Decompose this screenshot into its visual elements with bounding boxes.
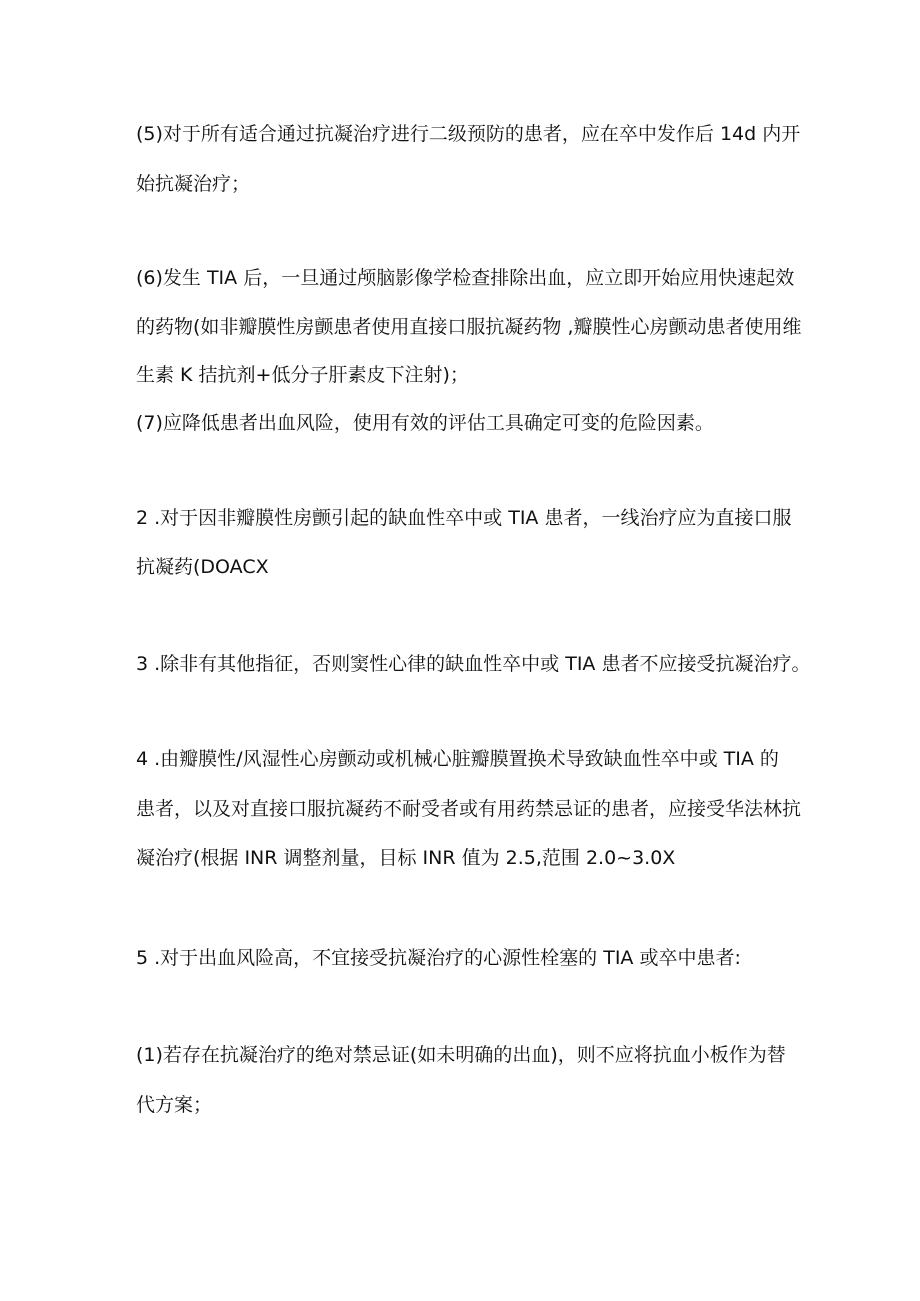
- text-line: 凝治疗(根据 INR 调整剂量，目标 INR 值为 2.5,范围 2.0~3.0X: [136, 847, 676, 869]
- text-line: 4 .由瓣膜性/风湿性心房颤动或机械心脏瓣膜置换术导致缺血性卒中或 TIA 的: [136, 748, 779, 770]
- text-line: 的药物(如非瓣膜性房颤患者使用直接口服抗凝药物 ,瓣膜性心房颤动患者使用维: [136, 316, 802, 338]
- text-line: 5 .对于出血风险高，不宜接受抗凝治疗的心源性栓塞的 TIA 或卒中患者:: [136, 947, 741, 969]
- text-line: (7)应降低患者出血风险，使用有效的评估工具确定可变的危险因素。: [136, 412, 714, 434]
- text-line: (1)若存在抗凝治疗的绝对禁忌证(如未明确的出血)，则不应将抗血小板作为替: [136, 1044, 786, 1066]
- text-line: 始抗凝治疗；: [136, 173, 251, 195]
- text-line: 抗凝药(DOACX: [136, 556, 269, 578]
- text-line: (6)发生 TIA 后，一旦通过颅脑影像学检查排除出血，应立即开始应用快速起效: [136, 267, 795, 289]
- text-line: (5)对于所有适合通过抗凝治疗进行二级预防的患者，应在卒中发作后 14d 内开: [136, 123, 801, 145]
- text-line: 2 .对于因非瓣膜性房颤引起的缺血性卒中或 TIA 患者，一线治疗应为直接口服: [136, 507, 792, 529]
- text-line: 患者，以及对直接口服抗凝药不耐受者或有用药禁忌证的患者，应接受华法林抗: [136, 798, 802, 820]
- text-line: 3 .除非有其他指征，否则窦性心律的缺血性卒中或 TIA 患者不应接受抗凝治疗。: [136, 653, 811, 675]
- text-line: 代方案；: [136, 1094, 213, 1116]
- text-line: 生素 K 拮抗剂+低分子肝素皮下注射)；: [136, 364, 469, 386]
